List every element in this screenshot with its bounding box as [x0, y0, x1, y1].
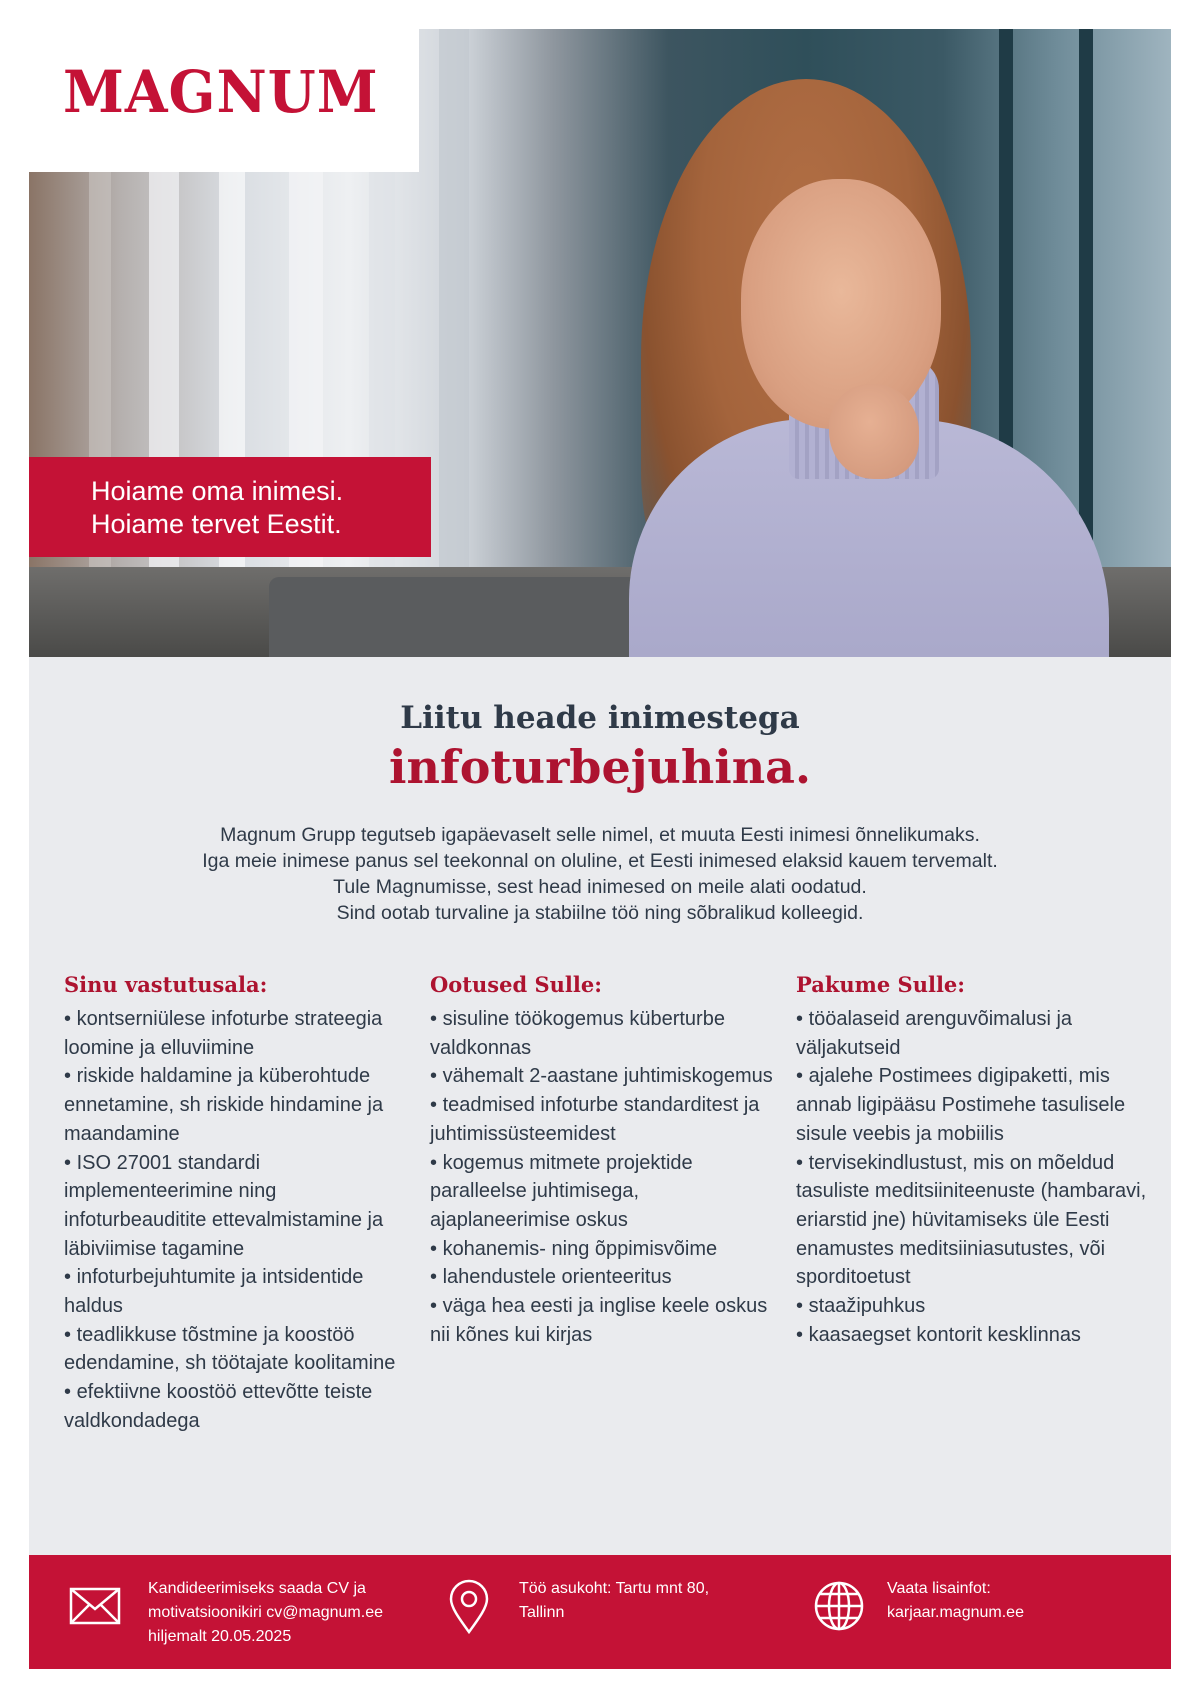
- list-item: • lahendustele orienteeritus: [430, 1263, 775, 1292]
- list-item: • ajalehe Postimees digipaketti, mis annab ligipääsu Postimehe tasulisele sisule veebis ja mobiilis: [796, 1062, 1148, 1148]
- list-item: • teadlikkuse tõstmine ja koostöö edendamine, sh töötajate koolitamine: [64, 1321, 414, 1378]
- list-item: • tervisekindlustust, mis on mõeldud tasuliste meditsiiniteenuste (hambaravi, eriarstid jne) hüvitamiseks üle Eesti enamustes meditsiiniasutustes, või sporditoetust: [796, 1149, 1148, 1293]
- list-item: • väga hea eesti ja inglise keele oskus nii kõnes kui kirjas: [430, 1292, 775, 1349]
- slogan-banner: [29, 457, 431, 557]
- slogan-line: Hoiame oma inimesi.: [91, 476, 344, 506]
- list-item: • kohanemis- ning õppimisvõime: [430, 1235, 775, 1264]
- list-item: • efektiivne koostöö ettevõtte teiste valdkondadega: [64, 1378, 414, 1435]
- list-item: • sisuline töökogemus küberturbe valdkonnas: [430, 1005, 775, 1062]
- column-offer: [796, 972, 1148, 1349]
- globe-icon: [813, 1580, 865, 1632]
- apply-deadline: hiljemalt 20.05.2025: [148, 1628, 292, 1645]
- curtain-fold: [439, 29, 469, 657]
- intro-line: Sind ootab turvaline ja stabiilne töö ning sõbralikud kolleegid.: [336, 902, 864, 924]
- slogan-line: Hoiame tervet Eestit.: [91, 509, 342, 539]
- woman-face: [741, 179, 941, 429]
- location-line: Töö asukoht: Tartu mnt 80,: [519, 1580, 710, 1597]
- logo-panel: [29, 29, 419, 172]
- footer-bar: [29, 1555, 1171, 1669]
- apply-line: Kandideerimiseks saada CV ja: [148, 1580, 366, 1597]
- location-info: [519, 1577, 709, 1625]
- list-item: • teadmised infoturbe standarditest ja juhtimissüsteemidest: [430, 1091, 775, 1148]
- intro-line: Tule Magnumisse, sest head inimesed on meile alati oodatud.: [333, 876, 867, 898]
- sofa: [269, 577, 689, 657]
- list-item: • riskide haldamine ja küberohtude ennetamine, sh riskide hindamine ja maandamine: [64, 1062, 414, 1148]
- list-item: • vähemalt 2-aastane juhtimiskogemus: [430, 1062, 775, 1091]
- list-item: • tööalaseid arenguvõimalusi ja väljakutseid: [796, 1005, 1148, 1062]
- column-expectations: [430, 972, 775, 1349]
- location-line: Tallinn: [519, 1604, 565, 1621]
- list-item: • infoturbejuhtumite ja intsidentide haldus: [64, 1263, 414, 1320]
- envelope-icon: [69, 1587, 121, 1625]
- job-title: infoturbejuhina.: [388, 740, 812, 794]
- woman-hand: [829, 384, 919, 479]
- career-site-link[interactable]: karjaar.magnum.ee: [887, 1604, 1024, 1621]
- list-item: • staažipuhkus: [796, 1292, 1148, 1321]
- list-item: • kaasaegset kontorit kesklinnas: [796, 1321, 1148, 1350]
- list-item: • ISO 27001 standardi implementeerimine ning infoturbeauditite ettevalmistamine ja läbiviimise tagamine: [64, 1149, 414, 1264]
- column-responsibilities: [64, 972, 414, 1436]
- intro-line: Magnum Grupp tegutseb igapäevaselt selle nimel, et muuta Eesti inimesi õnnelikumaks.: [220, 824, 980, 846]
- more-info: [887, 1577, 1024, 1625]
- column-title: Sinu vastutusala:: [64, 972, 268, 997]
- more-info-label: Vaata lisainfot:: [887, 1580, 991, 1597]
- heading-line1: Liitu heade inimestega: [400, 700, 800, 736]
- column-title: Ootused Sulle:: [430, 972, 602, 997]
- list-item: • kogemus mitmete projektide paralleelse juhtimisega, ajaplaneerimise oskus: [430, 1149, 775, 1235]
- magnum-logo: MAGNUM: [63, 57, 379, 126]
- column-title: Pakume Sulle:: [796, 972, 966, 997]
- apply-email-line[interactable]: motivatsioonikiri cv@magnum.ee: [148, 1604, 383, 1621]
- intro-line: Iga meie inimese panus sel teekonnal on oluline, et Eesti inimesed elaksid kauem tervemalt.: [202, 850, 998, 872]
- list-item: • kontserniülese infoturbe strateegia loomine ja elluviimine: [64, 1005, 414, 1062]
- apply-info: [148, 1577, 383, 1649]
- intro-text: [29, 822, 1171, 926]
- location-pin-icon: [448, 1579, 490, 1635]
